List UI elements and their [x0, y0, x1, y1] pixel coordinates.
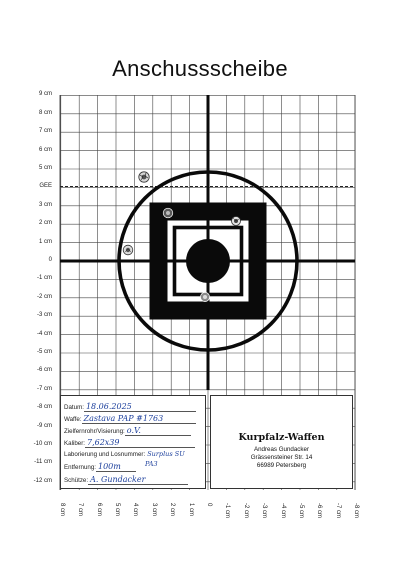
x-axis-label: -8 cm: [353, 503, 360, 518]
x-axis-label: 3 cm: [150, 503, 157, 517]
x-axis-label: -4 cm: [279, 503, 286, 518]
y-axis-label: -12 cm: [33, 477, 52, 484]
y-axis-label: 6 cm: [38, 146, 52, 153]
laborierung-label: Laborierung und Losnummer:: [64, 451, 146, 458]
datum-label: Datum:: [64, 404, 84, 411]
y-axis-label: -3 cm: [37, 312, 52, 319]
kaliber-label: Kaliber:: [64, 440, 85, 447]
zielfernrohr-value: o.V.: [126, 426, 141, 435]
bullet-hole: [232, 217, 241, 226]
x-axis-label: 6 cm: [95, 503, 102, 517]
laborierung-row: [64, 450, 185, 458]
y-axis-label: -6 cm: [37, 367, 52, 374]
page-title: Anschussscheibe: [112, 56, 288, 81]
x-axis-label: -7 cm: [334, 503, 341, 518]
bullet-hole: [200, 292, 209, 301]
x-axis-label: 0: [206, 503, 212, 507]
stamp-logo: Kurpfalz-Waffen: [238, 432, 325, 443]
x-axis-label: -1 cm: [224, 503, 231, 518]
zielfernrohr-label: Zielfernrohr/Visierung:: [64, 428, 125, 435]
shot-info-form: [60, 395, 206, 489]
y-axis-label: 9 cm: [38, 91, 52, 98]
x-axis-label: 5 cm: [114, 503, 120, 517]
entfernung-value: 100m: [98, 462, 121, 471]
y-axis-label: 2 cm: [38, 220, 52, 227]
x-axis-label: 2 cm: [169, 503, 176, 517]
x-axis-label: -2 cm: [242, 503, 249, 518]
kaliber-row: [64, 438, 195, 448]
y-axis-label: 7 cm: [38, 128, 52, 135]
x-axis-label: 8 cm: [58, 503, 65, 517]
dealer-stamp-box: [210, 395, 353, 489]
y-axis-label: GEE: [39, 183, 52, 190]
y-axis-label: 5 cm: [38, 165, 52, 171]
y-axis-label: -2 cm: [37, 293, 52, 300]
y-axis-label: -7 cm: [37, 385, 52, 392]
y-axis-label: -11 cm: [34, 459, 52, 466]
waffe-label: Waffe:: [64, 416, 82, 423]
schuetze-value: A. Gundacker: [90, 475, 146, 484]
laborierung-value: Surplus SU: [147, 450, 185, 458]
entfernung-row: [64, 462, 136, 472]
stamp-name: Andreas Gundacker: [253, 446, 310, 453]
laborierung-row-2: [143, 460, 158, 468]
kaliber-value: 7,62x39: [86, 438, 120, 447]
x-axis-label: 4 cm: [132, 503, 139, 517]
y-axis-label: -9 cm: [37, 422, 52, 429]
y-axis-label: 0: [48, 257, 52, 263]
y-axis-label: -1 cm: [37, 275, 52, 282]
waffe-row: [64, 414, 196, 424]
y-axis-label: 1 cm: [38, 238, 52, 245]
y-axis-label: -4 cm: [37, 330, 52, 337]
y-axis-label: 8 cm: [38, 109, 52, 116]
schuetze-label: Schütze:: [64, 477, 89, 484]
y-axis-label: -5 cm: [37, 349, 52, 355]
x-axis-label: -3 cm: [261, 503, 268, 518]
zielfernrohr-row: [64, 426, 191, 436]
x-axis-label: -5 cm: [298, 503, 304, 518]
bullet-hole: [123, 245, 133, 255]
stamp-city: 66989 Petersberg: [256, 462, 307, 469]
bullet-hole: [139, 172, 149, 182]
datum-value: 18.06.2025: [85, 402, 132, 411]
y-axis-label: -8 cm: [37, 404, 52, 411]
stamp-street: Grässensteiner Str. 14: [250, 454, 313, 461]
laborierung-value-2: PA3: [145, 460, 158, 468]
schuetze-row: [64, 475, 188, 485]
y-axis-label: -10 cm: [33, 441, 52, 447]
y-axis-label: 3 cm: [38, 201, 52, 208]
x-axis-label: 1 cm: [187, 503, 194, 517]
datum-row: [64, 402, 196, 412]
x-axis-label: -6 cm: [316, 503, 323, 518]
entfernung-label: Entfernung:: [64, 464, 96, 471]
bullet-hole: [163, 208, 173, 218]
waffe-value: Zastava PAP #1763: [83, 414, 164, 423]
x-axis-label: 7 cm: [77, 503, 84, 517]
